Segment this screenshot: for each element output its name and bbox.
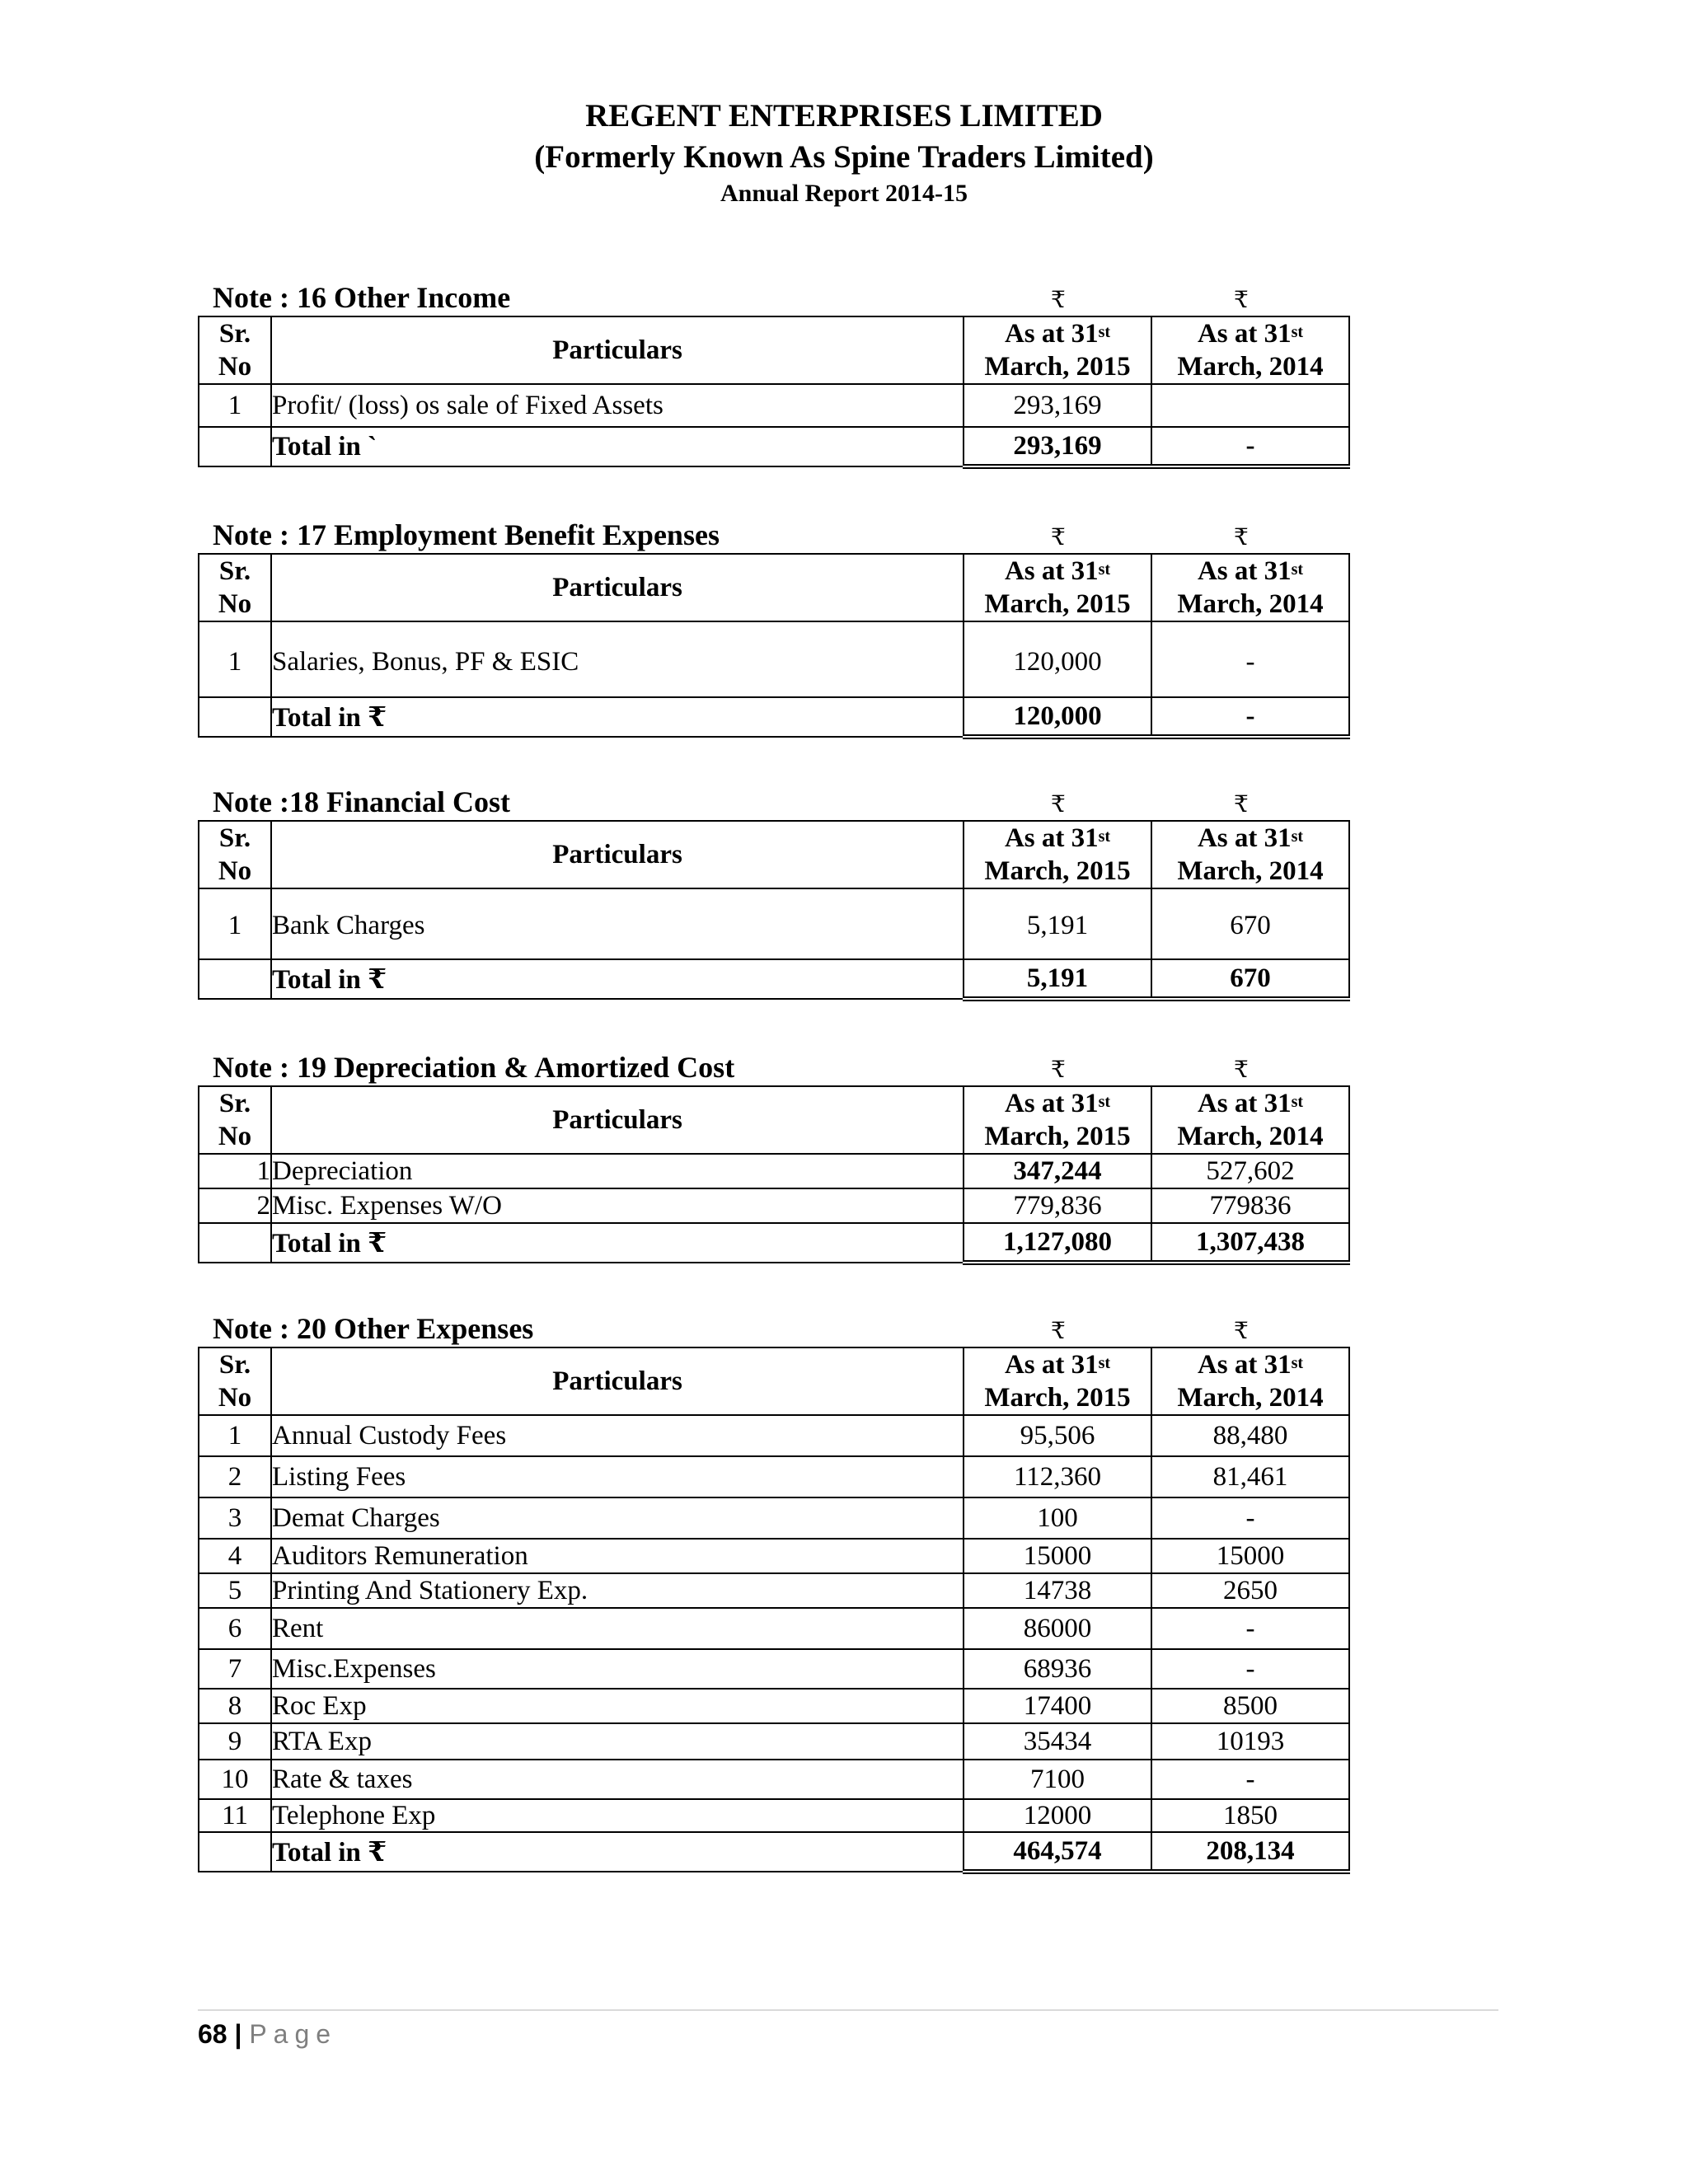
table-row — [199, 1723, 1349, 1760]
row-value-2015: 293,169 — [964, 384, 1151, 427]
row-value-2015: 100 — [964, 1497, 1151, 1539]
sr-no-header: Sr. No — [199, 554, 271, 621]
row-value-2015: 14738 — [964, 1573, 1151, 1608]
particulars-header: Particulars — [271, 821, 964, 888]
row-particular: Misc.Expenses — [271, 1649, 964, 1689]
row-particular: Demat Charges — [271, 1497, 964, 1539]
total-value-2014: 670 — [1151, 959, 1349, 999]
row-sr: 2 — [199, 1188, 271, 1223]
year-2014-header: As at 31st March, 2014 — [1151, 554, 1349, 621]
sr-no-header: Sr. No — [199, 1086, 271, 1154]
company-name: REGENT ENTERPRISES LIMITED — [585, 98, 1103, 134]
table-row — [199, 621, 1349, 697]
rupee-icon: ₹ — [1051, 288, 1066, 313]
row-value-2015: 5,191 — [964, 888, 1151, 959]
total-row — [199, 697, 1349, 737]
table-header-row — [199, 1347, 1349, 1415]
row-sr: 3 — [199, 1497, 271, 1539]
total-value-2014: - — [1151, 697, 1349, 737]
total-value-2015: 1,127,080 — [964, 1223, 1151, 1263]
particulars-header: Particulars — [271, 316, 964, 384]
total-value-2015: 120,000 — [964, 697, 1151, 737]
table-row — [199, 1799, 1349, 1832]
row-value-2014: - — [1151, 1760, 1349, 1799]
note-20-table — [198, 1347, 1350, 1874]
row-value-2015: 347,244 — [964, 1154, 1151, 1188]
table-header-row — [199, 1086, 1349, 1154]
page-footer — [198, 2019, 337, 2050]
note-title: Note : 16 Other Income — [213, 281, 511, 314]
total-label: Total in ₹ — [271, 959, 964, 999]
rupee-icon: ₹ — [1051, 792, 1066, 818]
table-row — [199, 384, 1349, 427]
row-sr: 11 — [199, 1799, 271, 1832]
page-label: Page — [249, 2019, 338, 2049]
rupee-icon: ₹ — [1234, 288, 1249, 313]
year-2015-header: As at 31st March, 2015 — [964, 554, 1151, 621]
row-value-2014: - — [1151, 621, 1349, 697]
row-particular: Misc. Expenses W/O — [271, 1188, 964, 1223]
year-2015-header: As at 31st March, 2015 — [964, 1347, 1151, 1415]
row-particular: Annual Custody Fees — [271, 1415, 964, 1456]
table-row — [199, 1649, 1349, 1689]
report-title: Annual Report 2014-15 — [720, 180, 968, 207]
total-label: Total in ₹ — [271, 1832, 964, 1872]
rupee-icon: ₹ — [1234, 1057, 1249, 1083]
year-2014-header: As at 31st March, 2014 — [1151, 316, 1349, 384]
note-17-table — [198, 553, 1350, 739]
total-value-2014: - — [1151, 427, 1349, 466]
table-row — [199, 1539, 1349, 1573]
row-value-2014: 88,480 — [1151, 1415, 1349, 1456]
row-value-2014: 8500 — [1151, 1689, 1349, 1723]
row-particular: Roc Exp — [271, 1689, 964, 1723]
note-19-table — [198, 1085, 1350, 1265]
rupee-icon: ₹ — [1051, 1319, 1066, 1344]
note-16-section — [198, 279, 1352, 469]
year-2015-header: As at 31st March, 2015 — [964, 316, 1151, 384]
table-row — [199, 1415, 1349, 1456]
total-label: Total in ₹ — [271, 1223, 964, 1263]
year-2015-header: As at 31st March, 2015 — [964, 1086, 1151, 1154]
row-value-2014: - — [1151, 1608, 1349, 1649]
particulars-header: Particulars — [271, 554, 964, 621]
row-particular: Telephone Exp — [271, 1799, 964, 1832]
row-value-2015: 95,506 — [964, 1415, 1151, 1456]
row-sr: 10 — [199, 1760, 271, 1799]
total-row — [199, 1223, 1349, 1263]
row-value-2014: 670 — [1151, 888, 1349, 959]
row-value-2014: - — [1151, 1649, 1349, 1689]
row-value-2015: 35434 — [964, 1723, 1151, 1760]
rupee-icon: ₹ — [1051, 525, 1066, 551]
rupee-icon: ₹ — [1234, 1319, 1249, 1344]
row-value-2014: 10193 — [1151, 1723, 1349, 1760]
table-header-row — [199, 821, 1349, 888]
rupee-icon: ₹ — [1051, 1057, 1066, 1083]
note-title: Note : 20 Other Expenses — [213, 1312, 534, 1345]
table-row — [199, 1689, 1349, 1723]
table-row — [199, 888, 1349, 959]
table-header-row — [199, 554, 1349, 621]
row-value-2015: 68936 — [964, 1649, 1151, 1689]
row-sr: 1 — [199, 1415, 271, 1456]
row-value-2015: 86000 — [964, 1608, 1151, 1649]
year-2014-header: As at 31st March, 2014 — [1151, 1347, 1349, 1415]
row-sr: 8 — [199, 1689, 271, 1723]
row-sr: 2 — [199, 1456, 271, 1497]
footer-divider — [198, 2009, 1498, 2011]
footer-separator: | — [234, 2019, 242, 2049]
note-19-section — [198, 1049, 1352, 1265]
note-18-table — [198, 820, 1350, 1001]
rupee-icon: ₹ — [1234, 792, 1249, 818]
rupee-icon: ₹ — [1234, 525, 1249, 551]
total-label: Total in ₹ — [271, 697, 964, 737]
row-particular: Bank Charges — [271, 888, 964, 959]
row-particular: Listing Fees — [271, 1456, 964, 1497]
row-value-2015: 15000 — [964, 1539, 1151, 1573]
note-18-section — [198, 784, 1352, 1001]
row-particular: Rent — [271, 1608, 964, 1649]
row-value-2015: 7100 — [964, 1760, 1151, 1799]
table-row — [199, 1154, 1349, 1188]
table-row — [199, 1760, 1349, 1799]
particulars-header: Particulars — [271, 1347, 964, 1415]
note-17-section — [198, 517, 1352, 739]
row-value-2014 — [1151, 384, 1349, 427]
row-particular: Profit/ (loss) os sale of Fixed Assets — [271, 384, 964, 427]
row-sr: 9 — [199, 1723, 271, 1760]
year-2014-header: As at 31st March, 2014 — [1151, 821, 1349, 888]
row-particular: Salaries, Bonus, PF & ESIC — [271, 621, 964, 697]
row-sr: 4 — [199, 1539, 271, 1573]
table-header-row — [199, 316, 1349, 384]
note-16-table — [198, 316, 1350, 469]
row-sr: 7 — [199, 1649, 271, 1689]
note-title: Note : 17 Employment Benefit Expenses — [213, 518, 720, 551]
row-value-2015: 120,000 — [964, 621, 1151, 697]
total-value-2015: 293,169 — [964, 427, 1151, 466]
row-particular: Rate & taxes — [271, 1760, 964, 1799]
total-row — [199, 1832, 1349, 1872]
row-value-2014: 81,461 — [1151, 1456, 1349, 1497]
year-2014-header: As at 31st March, 2014 — [1151, 1086, 1349, 1154]
sr-no-header: Sr. No — [199, 316, 271, 384]
table-row — [199, 1188, 1349, 1223]
note-title: Note : 19 Depreciation & Amortized Cost — [213, 1051, 735, 1084]
row-value-2014: - — [1151, 1497, 1349, 1539]
sr-no-header: Sr. No — [199, 821, 271, 888]
table-row — [199, 1456, 1349, 1497]
total-row — [199, 959, 1349, 999]
row-sr: 6 — [199, 1608, 271, 1649]
row-particular: RTA Exp — [271, 1723, 964, 1760]
row-value-2015: 12000 — [964, 1799, 1151, 1832]
row-value-2014: 1850 — [1151, 1799, 1349, 1832]
row-particular: Depreciation — [271, 1154, 964, 1188]
company-former-name: (Formerly Known As Spine Traders Limited) — [534, 139, 1154, 175]
total-value-2014: 208,134 — [1151, 1832, 1349, 1872]
row-sr: 1 — [199, 888, 271, 959]
total-value-2014: 1,307,438 — [1151, 1223, 1349, 1263]
page-number: 68 — [198, 2019, 227, 2049]
row-value-2014: 2650 — [1151, 1573, 1349, 1608]
row-value-2015: 112,360 — [964, 1456, 1151, 1497]
row-value-2014: 527,602 — [1151, 1154, 1349, 1188]
table-row — [199, 1497, 1349, 1539]
row-value-2015: 779,836 — [964, 1188, 1151, 1223]
row-sr: 1 — [199, 621, 271, 697]
total-value-2015: 464,574 — [964, 1832, 1151, 1872]
total-row — [199, 427, 1349, 466]
row-sr: 1 — [199, 1154, 271, 1188]
total-label: Total in ` — [271, 427, 964, 466]
total-value-2015: 5,191 — [964, 959, 1151, 999]
table-row — [199, 1573, 1349, 1608]
row-particular: Auditors Remuneration — [271, 1539, 964, 1573]
year-2015-header: As at 31st March, 2015 — [964, 821, 1151, 888]
row-particular: Printing And Stationery Exp. — [271, 1573, 964, 1608]
row-sr: 1 — [199, 384, 271, 427]
note-20-section — [198, 1310, 1352, 1874]
row-value-2014: 779836 — [1151, 1188, 1349, 1223]
particulars-header: Particulars — [271, 1086, 964, 1154]
note-title: Note :18 Financial Cost — [213, 785, 510, 818]
row-value-2015: 17400 — [964, 1689, 1151, 1723]
row-sr: 5 — [199, 1573, 271, 1608]
sr-no-header: Sr. No — [199, 1347, 271, 1415]
table-row — [199, 1608, 1349, 1649]
row-value-2014: 15000 — [1151, 1539, 1349, 1573]
